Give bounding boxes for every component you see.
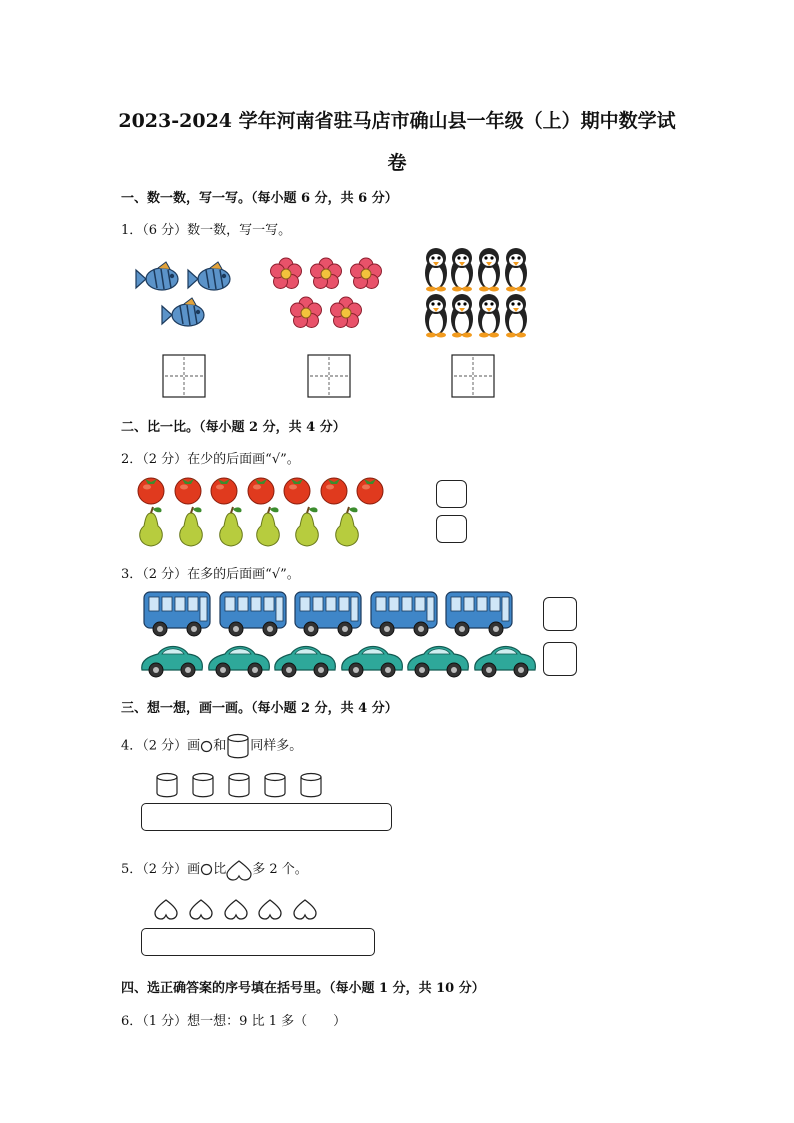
car-icon bbox=[342, 647, 403, 678]
car-icon bbox=[408, 647, 469, 678]
heart-icon bbox=[259, 900, 281, 919]
page-title-line2: 卷 bbox=[387, 152, 407, 174]
bus-icon bbox=[371, 592, 437, 636]
circle-icon bbox=[200, 740, 213, 753]
question-6-text: 6．（1 分）想一想：9 比 1 多（ ） bbox=[121, 1014, 347, 1029]
bus-icon bbox=[295, 592, 361, 636]
q2-answer-box-pears[interactable] bbox=[436, 515, 467, 543]
answer-write-box bbox=[452, 355, 494, 397]
penguin-icon bbox=[478, 248, 500, 292]
question-4-text bbox=[121, 733, 302, 759]
heart-icon bbox=[155, 900, 177, 919]
section-heading-4: 四、选正确答案的序号填在括号里。（每小题 1 分，共 10 分） bbox=[121, 981, 485, 996]
page-title-line1: 2023-2024 学年河南省驻马店市确山县一年级（上）期中数学试 bbox=[118, 110, 676, 132]
car-icon bbox=[142, 647, 203, 678]
section-heading-3: 三、想一想，画一画。（每小题 2 分，共 4 分） bbox=[121, 701, 398, 716]
q4-drawing-box[interactable] bbox=[141, 803, 392, 831]
cylinder-icon bbox=[301, 774, 321, 797]
question-2-text: 2．（2 分）在少的后面画“√”。 bbox=[121, 452, 300, 467]
cylinder-icon bbox=[265, 774, 285, 797]
question-5-text bbox=[121, 858, 308, 881]
answer-write-box bbox=[308, 355, 350, 397]
q5-mid: 比 bbox=[213, 862, 227, 877]
flower-icon bbox=[291, 297, 322, 328]
cylinder-icon bbox=[157, 774, 177, 797]
flower-icon bbox=[351, 258, 382, 289]
pear-icon bbox=[257, 507, 280, 546]
pear-icon bbox=[296, 507, 319, 546]
car-icon bbox=[275, 647, 336, 678]
penguin-icon bbox=[505, 294, 527, 338]
circle-icon bbox=[200, 863, 213, 876]
question-3-text: 3．（2 分）在多的后面画“√”。 bbox=[121, 567, 300, 582]
q4-prefix: 4．（2 分）画 bbox=[121, 738, 201, 754]
fish-icon bbox=[188, 262, 230, 290]
fish-icon bbox=[136, 262, 178, 290]
q3-answer-box-buses[interactable] bbox=[543, 597, 577, 631]
bus-icon bbox=[144, 592, 210, 636]
penguin-icon bbox=[478, 294, 500, 338]
penguin-icon bbox=[451, 294, 473, 338]
answer-write-box bbox=[163, 355, 205, 397]
q3-answer-box-cars[interactable] bbox=[543, 642, 577, 676]
car-icon bbox=[475, 647, 536, 678]
pear-icon bbox=[140, 507, 163, 546]
tomato-icon bbox=[284, 478, 310, 504]
tomato-icon bbox=[248, 478, 274, 504]
q5-drawing-box[interactable] bbox=[141, 928, 375, 956]
pear-icon bbox=[220, 507, 243, 546]
fish-icon bbox=[162, 298, 204, 326]
q3-figure bbox=[140, 588, 540, 680]
heart-icon bbox=[190, 900, 212, 919]
tomato-icon bbox=[175, 478, 201, 504]
car-icon bbox=[209, 647, 270, 678]
q5-suffix: 多 2 个。 bbox=[252, 862, 308, 877]
tomato-icon bbox=[357, 478, 383, 504]
bus-icon bbox=[446, 592, 512, 636]
cylinder-icon bbox=[193, 774, 213, 797]
q4-mid: 和 bbox=[213, 738, 227, 754]
heart-icon bbox=[225, 900, 247, 919]
flower-icon bbox=[271, 258, 302, 289]
section-heading-2: 二、比一比。（每小题 2 分，共 4 分） bbox=[121, 420, 346, 435]
cylinder-icon bbox=[229, 774, 249, 797]
section-heading-1: 一、数一数，写一写。（每小题 6 分，共 6 分） bbox=[121, 191, 398, 206]
pear-icon bbox=[336, 507, 359, 546]
penguin-icon bbox=[451, 248, 473, 292]
heart-icon bbox=[226, 859, 252, 881]
q4-suffix: 同样多。 bbox=[250, 738, 303, 754]
penguin-icon bbox=[425, 248, 447, 292]
pear-icon bbox=[180, 507, 203, 546]
tomato-icon bbox=[211, 478, 237, 504]
penguin-icon bbox=[505, 248, 527, 292]
tomato-icon bbox=[321, 478, 347, 504]
bus-icon bbox=[220, 592, 286, 636]
q1-figure bbox=[130, 244, 540, 404]
cylinder-icon bbox=[226, 733, 250, 759]
question-1-text: 1．（6 分）数一数，写一写。 bbox=[121, 223, 292, 238]
q2-figure bbox=[134, 473, 394, 549]
q2-answer-box-tomatoes[interactable] bbox=[436, 480, 467, 508]
q5-figure bbox=[150, 896, 330, 922]
tomato-icon bbox=[138, 478, 164, 504]
q4-figure bbox=[152, 770, 342, 800]
flower-icon bbox=[311, 258, 342, 289]
heart-icon bbox=[294, 900, 316, 919]
flower-icon bbox=[331, 297, 362, 328]
q5-prefix: 5．（2 分）画 bbox=[121, 862, 201, 877]
penguin-icon bbox=[425, 294, 447, 338]
